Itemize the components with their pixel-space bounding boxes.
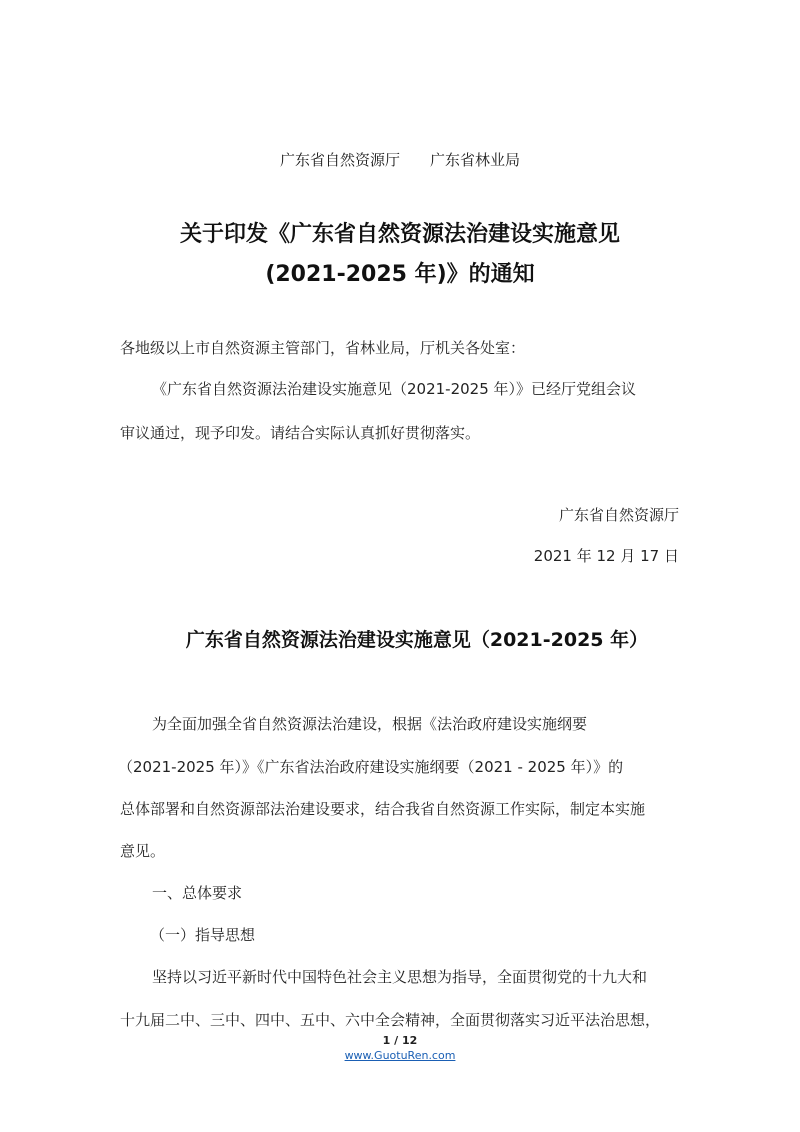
- notice-signature: 广东省自然资源厅: [558, 506, 679, 524]
- document-subtitle: 广东省自然资源法治建设实施意见（2021-2025 年）: [185, 629, 649, 651]
- section-heading: 一、总体要求: [152, 884, 243, 902]
- intro-paragraph-line-2: （2021-2025 年）》《广东省法治政府建设实施纲要（2021 - 2025 年）》的: [118, 758, 624, 776]
- notice-title-line-2: (2021-2025 年)》的通知: [265, 262, 535, 287]
- issuing-agencies: 广东省自然资源厅 广东省林业局: [279, 151, 520, 169]
- guiding-paragraph-line-1: 坚持以习近平新时代中国特色社会主义思想为指导，全面贯彻党的十九大和: [152, 968, 648, 986]
- notice-body-line-2: 审议通过，现予印发。请结合实际认真抓好贯彻落实。: [120, 424, 481, 442]
- guiding-paragraph-line-2: 十九届二中、三中、四中、五中、六中全会精神，全面贯彻落实习近平法治思想，: [120, 1011, 661, 1029]
- intro-paragraph-line-4: 意见。: [120, 842, 166, 860]
- notice-body-line-1: 《广东省自然资源法治建设实施意见（2021-2025 年）》已经厅党组会议: [152, 380, 637, 398]
- page-indicator: 1 / 12: [382, 1034, 418, 1047]
- notice-date: 2021 年 12 月 17 日: [533, 547, 679, 565]
- footer-link-wrapper: [0, 1049, 800, 1063]
- subsection-heading: （一）指导思想: [150, 926, 256, 944]
- site-link[interactable]: www.GuotuRen.com: [344, 1049, 456, 1062]
- intro-paragraph-line-1: 为全面加强全省自然资源法治建设，根据《法治政府建设实施纲要: [152, 715, 588, 733]
- intro-paragraph-line-3: 总体部署和自然资源部法治建设要求，结合我省自然资源工作实际，制定本实施: [120, 800, 646, 818]
- notice-title-line-1: 关于印发《广东省自然资源法治建设实施意见: [179, 222, 620, 247]
- notice-salutation: 各地级以上市自然资源主管部门，省林业局，厅机关各处室：: [120, 339, 526, 357]
